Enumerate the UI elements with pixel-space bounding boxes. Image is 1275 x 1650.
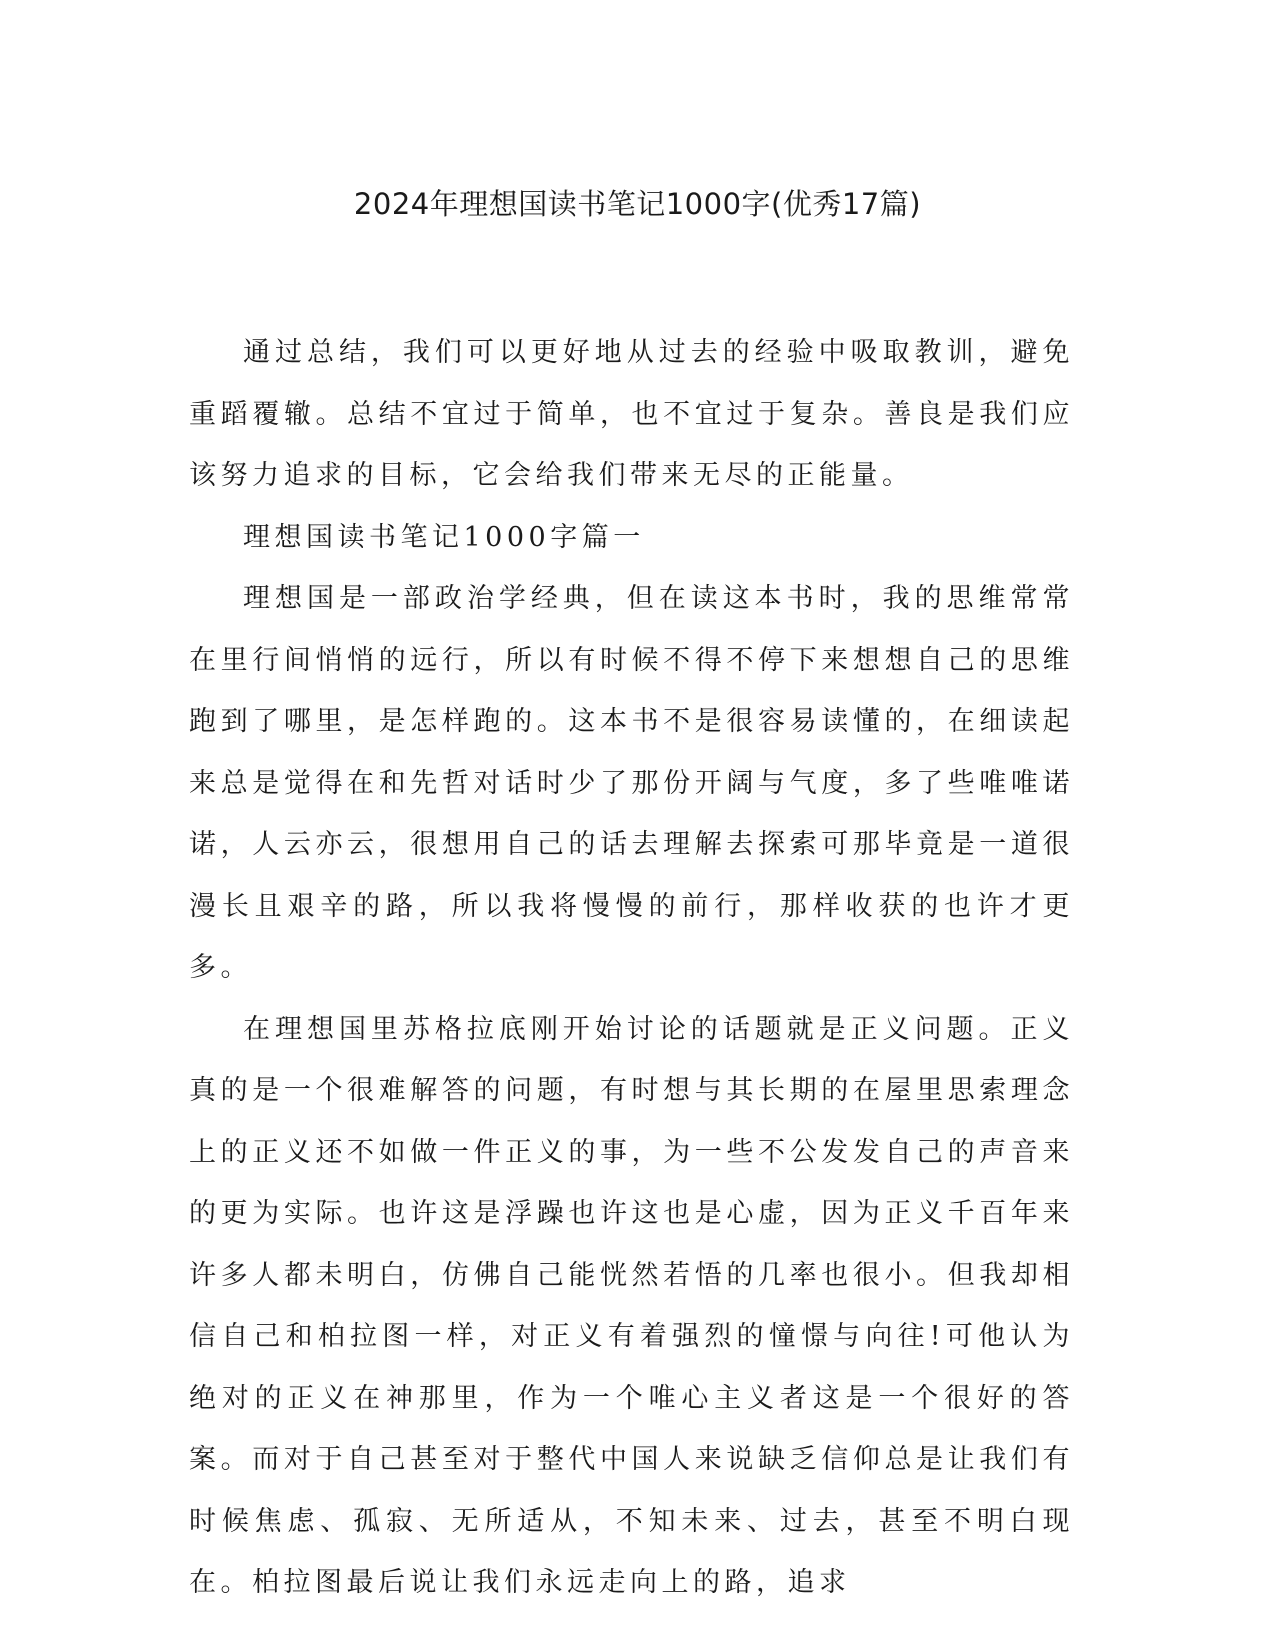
intro-paragraph: 通过总结，我们可以更好地从过去的经验中吸取教训，避免重蹈覆辙。总结不宜过于简单，也不宜过于复杂。善良是我们应该努力追求的目标，它会给我们带来无尽的正能量。 (189, 337, 1074, 491)
body-paragraph: 理想国是一部政治学经典，但在读这本书时，我的思维常常在里行间悄悄的远行，所以有时候不得不停下来想想自己的思维跑到了哪里，是怎样跑的。这本书不是很容易读懂的，在细读起来总是觉得在和先哲对话时少了那份开阔与气度，多了些唯唯诺诺，人云亦云，很想用自己的话去理解去探索可那毕竟是一道很漫长且艰辛的路，所以我将慢慢的前行，那样收获的也许才更多。 (189, 583, 1074, 983)
document-title: 2024年理想国读书笔记1000字(优秀17篇) (353, 187, 922, 221)
document-body (189, 322, 1074, 1614)
section-heading: 理想国读书笔记1000字篇一 (243, 521, 645, 553)
body-paragraph: 在理想国里苏格拉底刚开始讨论的话题就是正义问题。正义真的是一个很难解答的问题，有时想与其长期的在屋里思索理念上的正义还不如做一件正义的事，为一些不公发发自己的声音来的更为实际。也许这是浮躁也许这也是心虚，因为正义千百年来许多人都未明白，仿佛自己能恍然若悟的几率也很小。但我却相信自己和柏拉图一样，对正义有着强烈的憧憬与向往!可他认为绝对的正义在神那里，作为一个唯心主义者这是一个很好的答案。而对于自己甚至对于整代中国人来说缺乏信仰总是让我们有时候焦虑、孤寂、无所适从，不知未来、过去，甚至不明白现在。柏拉图最后说让我们永远走向上的路，追求 (189, 1013, 1074, 1598)
